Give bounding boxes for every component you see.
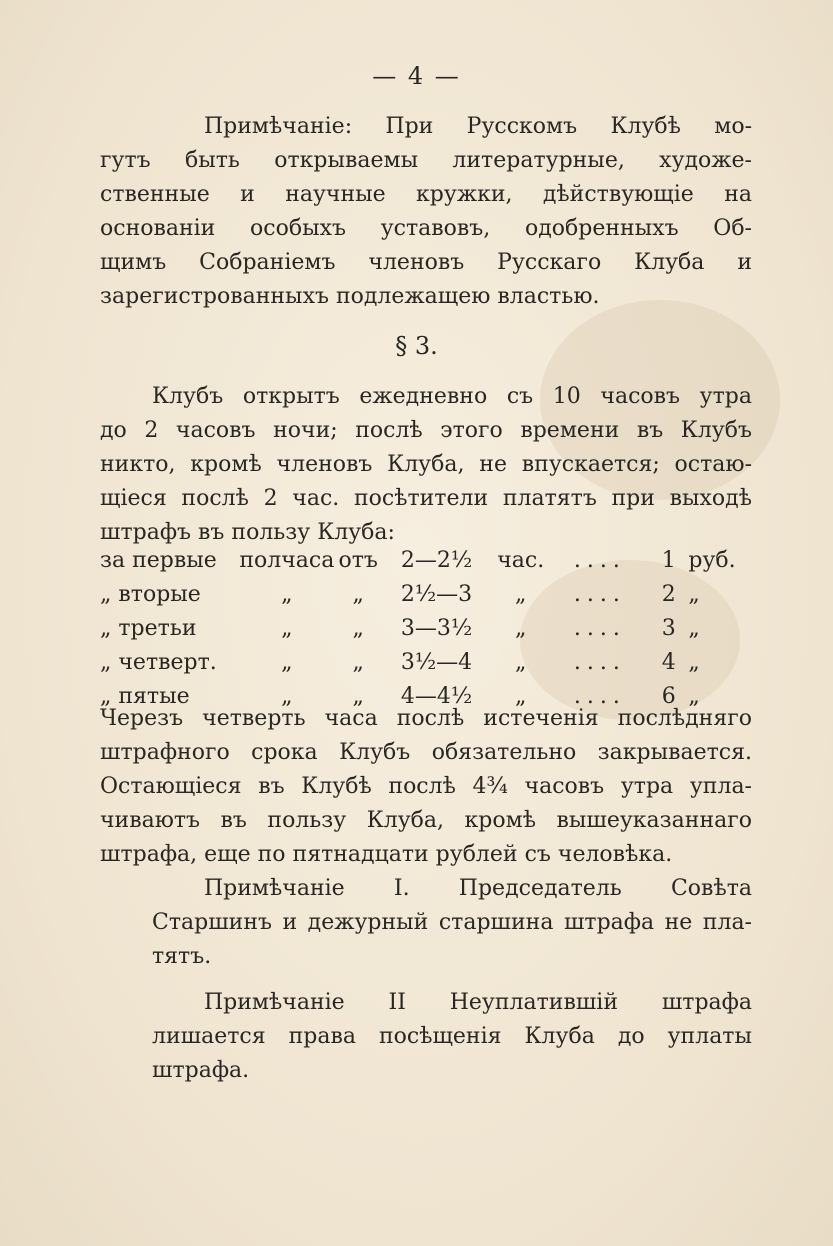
fine-dots: .... xyxy=(573,615,626,641)
fine-range: 3½—4 xyxy=(400,649,473,675)
fine-amount: 3 xyxy=(661,615,676,641)
note-line: лишается права посѣщенія Клуба до уплаты xyxy=(152,1024,752,1049)
fine-unit: „ xyxy=(515,581,527,607)
note-line: тятъ. xyxy=(152,944,212,969)
fine-currency: руб. xyxy=(688,547,736,573)
fine-currency: „ xyxy=(688,649,700,675)
fine-unit: „ xyxy=(515,649,527,675)
fine-amount: 1 xyxy=(661,547,676,573)
fine-dots: .... xyxy=(573,683,626,709)
fine-period: „ xyxy=(281,649,293,675)
paragraph-line: Остающіеся въ Клубѣ послѣ 4¾ часовъ утра упла- xyxy=(100,774,752,799)
paragraph-line: штрафного срока Клубъ обязательно закрывается. xyxy=(100,740,752,765)
section-heading: § 3. xyxy=(395,332,438,360)
paragraph-closing xyxy=(100,702,752,872)
note-line: зарегистрованныхъ подлежащею властью. xyxy=(100,284,600,309)
fine-from: „ xyxy=(352,649,364,675)
note-line: гутъ быть открываемы литературные, художе- xyxy=(100,148,752,173)
note-line: Примѣчаніе I. Председатель Совѣта xyxy=(204,876,752,901)
note-line: штрафа. xyxy=(152,1058,250,1083)
fine-amount: 2 xyxy=(661,581,676,607)
note-2 xyxy=(100,872,752,974)
paragraph-line: до 2 часовъ ночи; послѣ этого времени въ Клубъ xyxy=(100,418,752,443)
note-line: щимъ Собраніемъ членовъ Русскаго Клуба и xyxy=(100,250,752,275)
fine-dots: .... xyxy=(573,581,626,607)
page-number: — 4 — xyxy=(372,62,461,90)
fine-currency: „ xyxy=(688,615,700,641)
paragraph-line: штрафа, еще по пятнадцати рублей съ человѣка. xyxy=(100,842,673,867)
paragraph-line: Черезъ четверть часа послѣ истеченія послѣдняго xyxy=(100,706,752,731)
fine-row xyxy=(100,543,750,577)
fine-unit: „ xyxy=(515,615,527,641)
paragraph-line: Клубъ открытъ ежедневно съ 10 часовъ утра xyxy=(152,384,752,409)
note-line: основаніи особыхъ уставовъ, одобренныхъ Об- xyxy=(100,216,752,241)
fine-label: за первые xyxy=(100,547,217,573)
paragraph-line: штрафъ въ пользу Клуба: xyxy=(100,520,395,545)
note-line: ственные и научные кружки, дѣйствующіе на xyxy=(100,182,752,207)
note-line: Примѣчаніе II Неуплатившій штрафа xyxy=(204,990,752,1015)
paragraph-hours xyxy=(100,380,752,550)
fine-period: „ xyxy=(281,615,293,641)
fine-range: 2—2½ xyxy=(400,547,473,573)
fine-period: „ xyxy=(281,581,293,607)
fine-from: отъ xyxy=(338,547,378,573)
fine-range: 4—4½ xyxy=(400,683,473,709)
fine-period: полчаса xyxy=(239,547,335,573)
fine-period: „ xyxy=(281,683,293,709)
paragraph-line: щіеся послѣ 2 час. посѣтители платятъ при выходѣ xyxy=(100,486,752,511)
fine-label: „ пятые xyxy=(100,683,190,709)
fine-currency: „ xyxy=(688,683,700,709)
note-3 xyxy=(100,986,752,1088)
note-line: Примѣчаніе: При Русскомъ Клубѣ мо- xyxy=(204,114,752,139)
fine-range: 2½—3 xyxy=(400,581,473,607)
fine-dots: .... xyxy=(573,547,626,573)
fine-from: „ xyxy=(352,581,364,607)
paragraph-line: никто, кромѣ членовъ Клуба, не впускается; остаю- xyxy=(100,452,752,477)
note-line: Старшинъ и дежурный старшина штрафа не пла- xyxy=(152,910,752,935)
fine-label: „ четверт. xyxy=(100,649,217,675)
paragraph-line: чиваютъ въ пользу Клуба, кромѣ вышеуказаннаго xyxy=(100,808,752,833)
fine-row xyxy=(100,611,750,645)
fine-from: „ xyxy=(352,615,364,641)
fine-amount: 4 xyxy=(661,649,676,675)
fine-label: „ вторые xyxy=(100,581,201,607)
fine-range: 3—3½ xyxy=(400,615,473,641)
fine-currency: „ xyxy=(688,581,700,607)
fine-row xyxy=(100,645,750,679)
fines-table xyxy=(100,543,750,713)
fine-dots: .... xyxy=(573,649,626,675)
fine-row xyxy=(100,577,750,611)
fine-unit: час. xyxy=(497,547,545,573)
fine-unit: „ xyxy=(515,683,527,709)
fine-from: „ xyxy=(352,683,364,709)
fine-amount: 6 xyxy=(661,683,676,709)
note-1 xyxy=(100,110,752,314)
fine-label: „ третьи xyxy=(100,615,197,641)
